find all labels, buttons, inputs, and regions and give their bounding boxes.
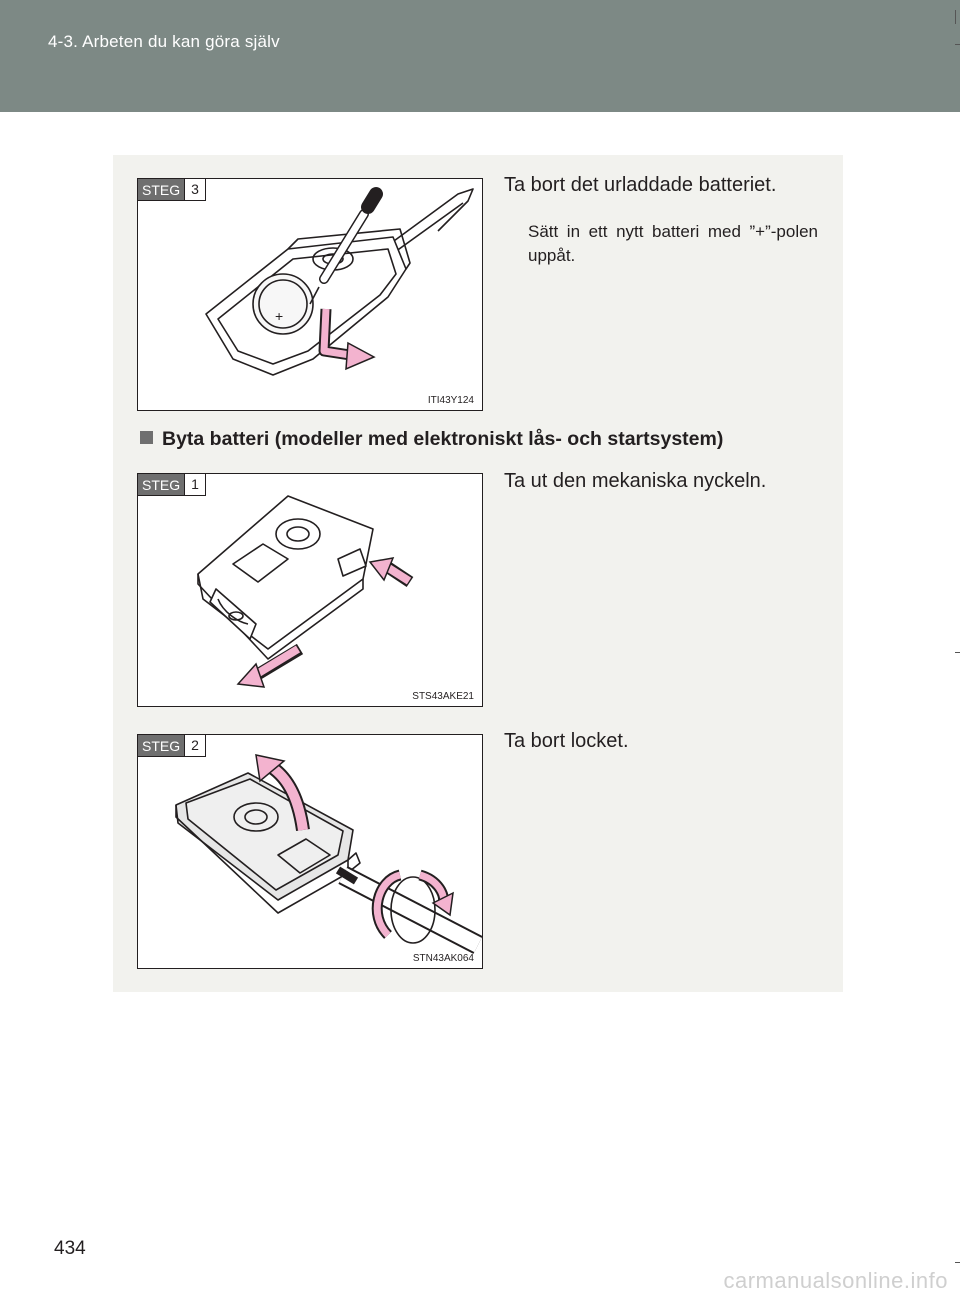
crop-mark bbox=[955, 44, 960, 45]
step-2-instruction: Ta bort locket. bbox=[504, 730, 629, 752]
step-3-note: Sätt in ett nytt batteri med ”+”-polen uppåt. bbox=[528, 222, 818, 265]
page-header bbox=[0, 0, 960, 112]
chapter-title: 4-3. Arbeten du kan göra själv bbox=[48, 32, 280, 51]
section-heading-text: Byta batteri (modeller med elektroniskt lås- och startsystem) bbox=[162, 428, 724, 450]
figure-code: ITI43Y124 bbox=[427, 395, 474, 406]
square-bullet-icon bbox=[140, 431, 153, 444]
step-badge bbox=[138, 179, 206, 201]
figure-step-3 bbox=[137, 178, 483, 411]
key-removal-illustration bbox=[138, 474, 484, 708]
page-number: 434 bbox=[54, 1238, 86, 1259]
step-1-instruction: Ta ut den mekaniska nyckeln. bbox=[504, 470, 767, 492]
step-badge bbox=[138, 474, 206, 496]
step-badge-number: 3 bbox=[185, 179, 206, 201]
step-badge-word: STEG bbox=[138, 474, 185, 496]
crop-mark bbox=[955, 10, 956, 24]
step-badge-word: STEG bbox=[138, 179, 185, 201]
figure-step-1 bbox=[137, 473, 483, 707]
step-3-instruction: Ta bort det urladdade batteriet. bbox=[504, 174, 777, 196]
watermark: carmanualsonline.info bbox=[723, 1268, 948, 1293]
svg-text:+: + bbox=[275, 308, 284, 324]
section-heading bbox=[140, 428, 723, 451]
figure-step-2 bbox=[137, 734, 483, 969]
figure-code: STS43AKE21 bbox=[412, 691, 474, 702]
step-badge-word: STEG bbox=[138, 735, 185, 757]
step-badge-number: 1 bbox=[185, 474, 206, 496]
cover-removal-illustration bbox=[138, 735, 484, 970]
crop-mark bbox=[955, 1262, 960, 1263]
step-badge-number: 2 bbox=[185, 735, 206, 757]
battery-removal-illustration bbox=[138, 179, 484, 412]
figure-code: STN43AK064 bbox=[412, 953, 474, 964]
step-badge bbox=[138, 735, 206, 757]
crop-mark bbox=[955, 652, 960, 653]
